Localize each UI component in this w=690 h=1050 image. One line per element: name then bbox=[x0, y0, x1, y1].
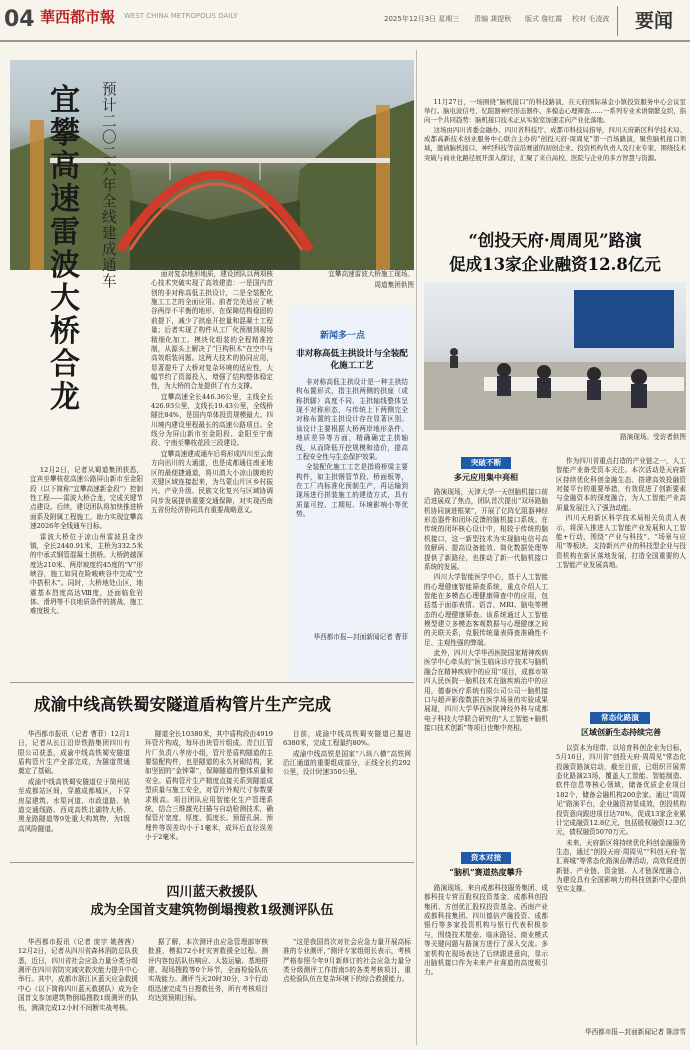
divider bbox=[10, 682, 414, 683]
designer-credit: 版式 詹红霞 bbox=[525, 15, 563, 23]
article2-title: 成渝中线高铁蜀安隧道盾构管片生产完成 bbox=[34, 695, 331, 714]
intro-text bbox=[424, 98, 686, 220]
section-label: 要闻 bbox=[634, 10, 673, 32]
article1-paragraph: 雷波大桥位于凉山州雷波县金沙镇，全长2440.91米，主桥为332.5米的中承式钢管混凝土拱桥。大桥跨越深度达210米、两岸坡度约45度的“V”形峡谷，施工如同在险峻峡谷中完成“空中搭积木”。同时，大桥地处山区，地震基本烈度高达Ⅷ度，还面临危岩体、滑坍等不良地质条件的挑战，施工难度极大。 bbox=[30, 532, 143, 616]
divider bbox=[10, 862, 414, 863]
article3-paragraph: 华西都市报讯（记者 庞宇 姚茜茜）12月2日，记者从四川省森林消防总队获悉，近日，四川省社会应急力量分类分级测评在四川省防灾减灾救灾能力提升中心举行。其中，成都市浙江区蓝天应急救援中心（以下简称四川蓝天救援队）成为全国首支参加建筑物倒塌搜救1级测评的队伍，测满完成12小时不间断实战考核。 bbox=[18, 938, 138, 1012]
section2-title: “脑机”赛道热度攀升 bbox=[449, 867, 523, 877]
sidebar-label: 新闻多一点 bbox=[320, 331, 366, 341]
article2-col2 bbox=[145, 730, 273, 843]
newspaper-logo-english: WEST CHINA METROPOLIS DAILY bbox=[124, 12, 238, 20]
article1-subtitle: 预计二〇二六年全线建成通车 bbox=[102, 81, 117, 290]
section1-paragraph: 四川大学智能医学中心，基于人工智能的心理健康智能筛查系统，重点介绍人工智能在多模态心理健康筛查中的应用，包括基于面部表情、语音、MRI、脑电等模态的心理健康筛查。该系统通过人工智能模型建立多模态客观数据与心理健康之间的关联关系，克服传统量表筛查准确性不足、主观性强的弊端。 bbox=[424, 573, 548, 647]
article2-col1 bbox=[18, 730, 130, 835]
column-divider bbox=[416, 50, 417, 1045]
article3-paragraph: 据了解，本次测评由应急管理部审核批准，模拟72小时灾害救援全过程。测评内容包括队伍响应、人装运输、基地搭建、现场搜救等0个环节，全面检验队伍实战能力。测评当天20时30分，3个行动组迅速完成当日搜救任务，所有考核项目均达到预期目标。 bbox=[148, 938, 268, 1003]
proofreader-credit: 校对 毛凌波 bbox=[572, 15, 610, 23]
article3-paragraph: “这是我国首次对社会应急力量开展高标准的专业测评，”测评专家组组长表示，考核严格参照今年9月新修订的社会应急力量分类分级测评工作指南5的各类考核项目，重点检验队伍在复杂环境下的综合救援能力。 bbox=[283, 938, 411, 984]
article3-col1 bbox=[18, 938, 138, 1046]
section2-continued bbox=[556, 457, 686, 697]
article2-paragraph: 成渝中线高铁是国家“八纵八横”高铁网沿江通道的重要组成部分，正线全长约292公里，设计时速350公里。 bbox=[283, 749, 411, 777]
roadshow-caption-text: 路演现场。 bbox=[620, 433, 654, 441]
article2-paragraph: 成渝中线高铁蜀安隧道位于简州站至成都站区间，穿越成都城区，下穿房屋建筑、水渠河道、市政道路、轨道交通线路、西成高铁北湖特大桥、黑龙路隧道等9处重大构筑物，为Ⅰ级高风险隧道。 bbox=[18, 777, 130, 833]
photo-caption: 宜攀高速雷波大桥施工现场。 bbox=[328, 270, 414, 278]
section1-label: 突破不断 bbox=[461, 457, 511, 469]
sidebar-paragraph: 非对称高低主拱设计是一种主拱结构布置形式，指主拱两侧的拱座（或称拱脚）高度不同、主拱轴线整体呈现不对称形态，与传统上下两侧完全对称布置的主拱设计存在显著区别。该设计主要根据大桥两岸地形条件、地质差异等方面，精确确定主拱轴线，从而降低开挖规模和造价，提高工程安全性与生态保护效果。 bbox=[296, 378, 408, 461]
article1-paragraph: 面对复杂地形地质，建设团队以两项核心技术突破实现了高效建造：一是国内首创的非对称高低主拱设计，二是全装配化施工工艺的全面应用。前者完美适应了峡谷两岸不平衡的地形，在保障结构稳固的前提下，减少了拱座开挖量和混凝土工程量；后者实现了构件从工厂化预制到现场精细化加工、模块化组装的全程精准控制，从源头上解决了“巨构积木”在空中与高效组装问题。这两大技术的协同应用，显著提升了大桥对复杂环境的适应性，大幅节约了资源投入，增强了结构整体稳定性，为大桥的合龙提供了有力支撑。 bbox=[151, 270, 273, 391]
article1-paragraph: 宜攀高速建成通车后将形成四川至云南方向出川的大通道，也是成都通往南亚地区的最便捷通道，将川滇大小凉山腹地的关键区域连接起来，为乌蒙山片区乡村振兴、产业升级、民族文化复兴与区域协调同步发展提供重要交通保障，对实现西南五省份经济协同具有重要战略意义。 bbox=[151, 449, 273, 514]
roadshow-photo bbox=[424, 282, 686, 430]
section3-paragraph: 未来，天府新区将持续优化科创金融服务生态，通过“创投天府·周周见”“科创天府·智汇赛城”等常态化路演品牌活动，高效促进创新链、产业链、资金链、人才链深度融合，为建设具有全国影响力的科技创新中心提供坚实支撑。 bbox=[556, 838, 686, 894]
article1-paragraph: 宜攀高速全长446.36公里，主线全长426.93公里，支线长19.43公里，全线桥隧比84%，是国内单体投资规模最大、四川境内建设里程最长的高速公路项目。全线分为屏山新市至金阳段、金阳至宁南段、宁南至攀枝花段三段建设。 bbox=[151, 392, 273, 448]
intro-paragraph: 这场由四川省委金融办、四川省科技厅、成都市科技局指导，四川天府新区科学技术局、成都高新技术创业服务中心联合主办的“创投天府·周周见”第一百场路演，聚焦脑机接口领域，邀请脑机接口、神经科技等前沿赛道的初创企业、投资机构负责人及行业专家，围绕技术突破与商业化路径展开深入探讨，汇聚了来自高校、医院与企业的多方智慧与资源。 bbox=[424, 126, 686, 162]
article1-col2 bbox=[151, 270, 273, 516]
article3-title-line2: 成为全国首支建筑物倒塌搜救1级测评队伍 bbox=[90, 903, 334, 918]
article1-title: 宜攀高速雷波大桥合龙 bbox=[50, 83, 80, 415]
section3-title: 区域创新生态持续完善 bbox=[581, 727, 661, 737]
article3-col3 bbox=[283, 938, 411, 1046]
article2-col3 bbox=[283, 730, 411, 779]
section3-body bbox=[556, 744, 686, 1024]
article-r1-title-line1: “创投天府·周周见”路演 bbox=[468, 231, 642, 250]
article2-paragraph: 隧道全长10380米，其中盾构段由4919环管片构成，每环由块管片组成。青白江管片厂负责八孝房小组，管片是盾构隧道的主要装配构件，也是隧道的永久衬砌结构，犹如坚固的“金钟罩”，保障隧道的整体质量和安全。盾构管片生产精度直接关系到隧道成型质量与施工安全，对管片外观尺寸参数要求极高。项目团队应用智能化生产管理系统，结合三维激光扫描与自动检测技术，确保管片宽度、厚度、弧度长、预留孔洞、预埋件等误差均小于1毫米，成环后直径误差小于2毫米。 bbox=[145, 730, 273, 841]
article-r1-credit: 华西都市报—封面新闻记者 陈彦雪 bbox=[584, 1028, 686, 1036]
page-number: 04 bbox=[4, 7, 35, 32]
article1-col1 bbox=[30, 466, 143, 618]
section1-title: 多元应用集中亮相 bbox=[454, 472, 518, 482]
sidebar-title: 非对称高低主拱设计与全装配化施工工艺 bbox=[296, 349, 408, 371]
article2-paragraph: 华西都市报讯（记者 曹菲）12月1日，记者从长江沿岸铁路集团四川有限公司获悉，成渝中线高铁蜀安隧道盾构管片生产全部完成，为隧道贯通奠定了基础。 bbox=[18, 730, 130, 776]
section3-label: 常态化路演 bbox=[590, 712, 650, 724]
article-r1-title-line2: 促成13家企业融资12.8亿元 bbox=[449, 255, 661, 274]
roadshow-illustration bbox=[424, 282, 686, 430]
editor-credit: 责编 龚提秋 bbox=[474, 15, 512, 23]
section-divider bbox=[617, 6, 618, 36]
section2-paragraph: 四川天府新区科学技术局相关负责人表示，将深入推进人工智能产业发展和人工智能+行动，围绕“产业与科技”、“场景与应用”等板块，支持新兴产业的科技型企业与投资机构在新区落地发展，打造全国重要的人工智能产业发展高地。 bbox=[556, 514, 686, 569]
date-line: 2025年12月3日 星期三 bbox=[384, 15, 460, 23]
article2-paragraph: 目前，成渝中线高铁蜀安隧道已掘进6380米，完成工程量约80%。 bbox=[283, 730, 411, 748]
article3-col2 bbox=[148, 938, 268, 1046]
section2-paragraph: 路演现场，来自成都科技服务集团、成都科技专营百股权投资基金、成都科创投集团、方创优汇股权投资基金、西南产业成都科技集团、四川德倍产融投资、成都银行等多家投资机构与银行代表积极参与，围绕技术壁垒、临床路径、商业模式等关键问题与路演方进行了深入交流。多家机构在现场表达了后续跟进意向，显示出脑机接口作为未来产业赛道的高度吸引力。 bbox=[424, 884, 548, 977]
intro-paragraph: 11月27日，一场围绕“脑机接口”的科技路演，在天府国际基金小镇投资服务中心会议室举行。脑电波信号、忆阻器神经形态器件、多模态心理筛查……一系列专业术语频繁交织，指向一个共同趋势：脑机接口技术正从实验室加速走向产业化落地。 bbox=[424, 98, 686, 125]
article3-title-line1: 四川蓝天救援队 bbox=[166, 885, 258, 900]
section2-body bbox=[424, 884, 548, 1046]
section3-paragraph: 以资本为纽带、以培育科创企业为目标，5月16日，四川省“创投天府·周周见”常态化投融资路演启动，截至目前，已组织开展常态化路演23场，覆盖人工智能、智能制造、软件信息等核心领域，储备优质企业项目182个，储备会融机构200余家。通过“周周见”路演平台，企业融资初显成效，创投机构投资意向跟进项目达70%，促成13家企业累计完成融资12.8亿元，包括股权融资12.3亿元，债权融资5070万元。 bbox=[556, 744, 686, 837]
section2-label: 资本对接 bbox=[461, 852, 511, 864]
sidebar-body bbox=[296, 378, 408, 520]
photo-credit: 周道集团供图 bbox=[374, 281, 414, 289]
newspaper-logo: 華西都市報 bbox=[40, 8, 116, 26]
section1-paragraph: 此外，四川大学华西医院国家精神疾病医学中心牵头的“医生临床诊疗技术与脑机融合在精神疾病中的应用”项目，成都市第四人民医院一脑机技术在脑疾病治中的应用，德泰医疗系统有限公司公司一脑机接口与超声影像数据在医学场景的实验成果展现，四川大学华西医院神经外科与成都电子科技大学联合研究的“人工智能+脑机接口技术创新”等项目也集中亮相。 bbox=[424, 649, 548, 732]
article1-paragraph: 12月2日，记者从蜀道集团获悉，宜宾至攀枝花高速公路屏山新市至金阳段（以下简称“宜攀高速新金段”）控制性工程——雷波大桥合龙，完成关键节点建设。后续，建设团队将加快推进桥面系及附属工程施工，助力实现宜攀高速2026年全线通车目标。 bbox=[30, 466, 143, 531]
section2-paragraph: 作为四川省重点打造的产业链之一，人工智能产业备受资本关注。本次活动是天府新区持续优化科创金融生态、搭建高效投融资对接平台的重要举措，有效促进了创新要素与金融资本的深度融合，为人工智能产业高质量发展注入了强劲动能。 bbox=[556, 457, 686, 512]
sidebar-paragraph: 全装配化施工工艺是指将桥梁主要构件，如主拱钢管节段、桥面板等，在工厂内标准化预制生产，再运输到现场进行拼装施工的建造方式，具有质量可控、工期短、环境影响小等优势。 bbox=[296, 463, 408, 519]
section1-paragraph: 路演现场，天津大学一天创脑机接口前沿进展成了焦点，团队首次提出“双环路脑机协同演进框架”，开展了亿阵忆阻器神经形态器件和闭环反馈的脑机接口系统。在传统的闭环核心设计中，相较于传统的脑机接口，这一新型技术为实现脑电信号高效解码、提高设备能效、简化数据处理等提供了新路径，也推动了新一代脑机接口系统的发展。 bbox=[424, 488, 548, 571]
roadshow-caption bbox=[560, 433, 686, 442]
sidebar-credit: 华西都市报—封面新闻记者 曹菲 bbox=[313, 633, 408, 641]
section1-body bbox=[424, 488, 548, 840]
roadshow-credit: 受访者供图 bbox=[653, 433, 686, 441]
